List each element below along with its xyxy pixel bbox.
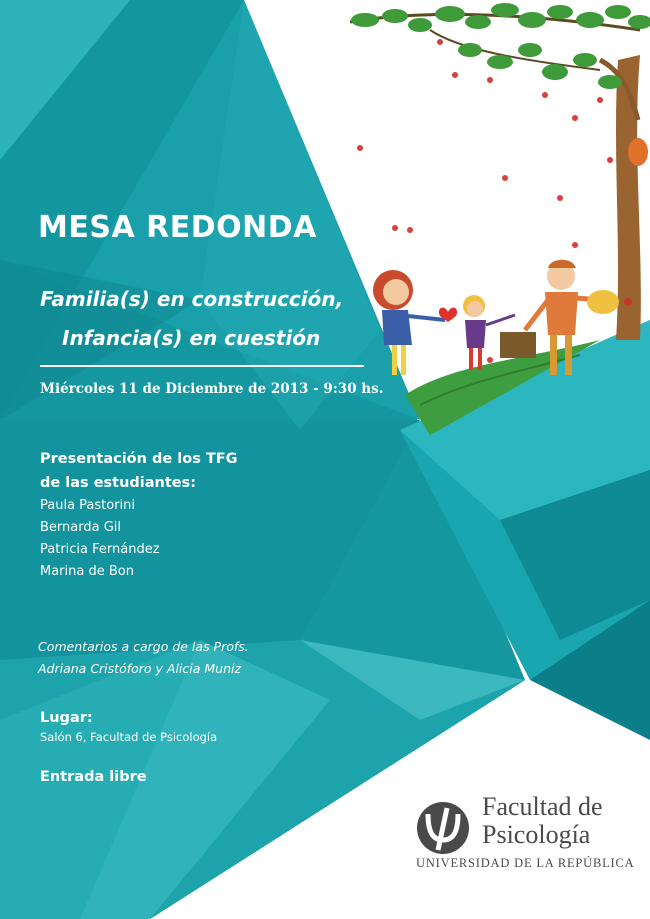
event-date: Miércoles 11 de Diciembre de 2013 - 9:30 hs. [40,381,384,397]
faculty-logo [414,794,634,876]
logo-line2: Psicología [482,820,591,849]
event-subtitle-line2: Infancia(s) en cuestión [62,326,321,350]
student-name: Bernarda Gil [40,520,122,535]
student-name: Patricia Fernández [40,542,160,557]
comments-line2: Adriana Cristóforo y Alicia Muniz [38,661,242,676]
venue-value: Salón 6, Facultad de Psicología [40,730,218,744]
event-title: MESA REDONDA [38,210,317,245]
divider [40,365,364,367]
logo-line1: Facultad de [482,792,603,821]
student-name: Marina de Bon [40,564,134,579]
admission-text: Entrada libre [40,769,147,785]
comments-line1: Comentarios a cargo de las Profs. [38,639,249,654]
student-name: Paula Pastorini [40,498,136,513]
psi-logo-icon [414,800,472,856]
presentation-heading-line1: Presentación de los TFG [40,451,238,467]
event-subtitle-line1: Familia(s) en construcción, [40,287,344,311]
logo-line3: UNIVERSIDAD DE LA REPÚBLICA [416,856,635,870]
presentation-heading-line2: de las estudiantes: [40,475,197,491]
venue-label: Lugar: [40,710,93,726]
